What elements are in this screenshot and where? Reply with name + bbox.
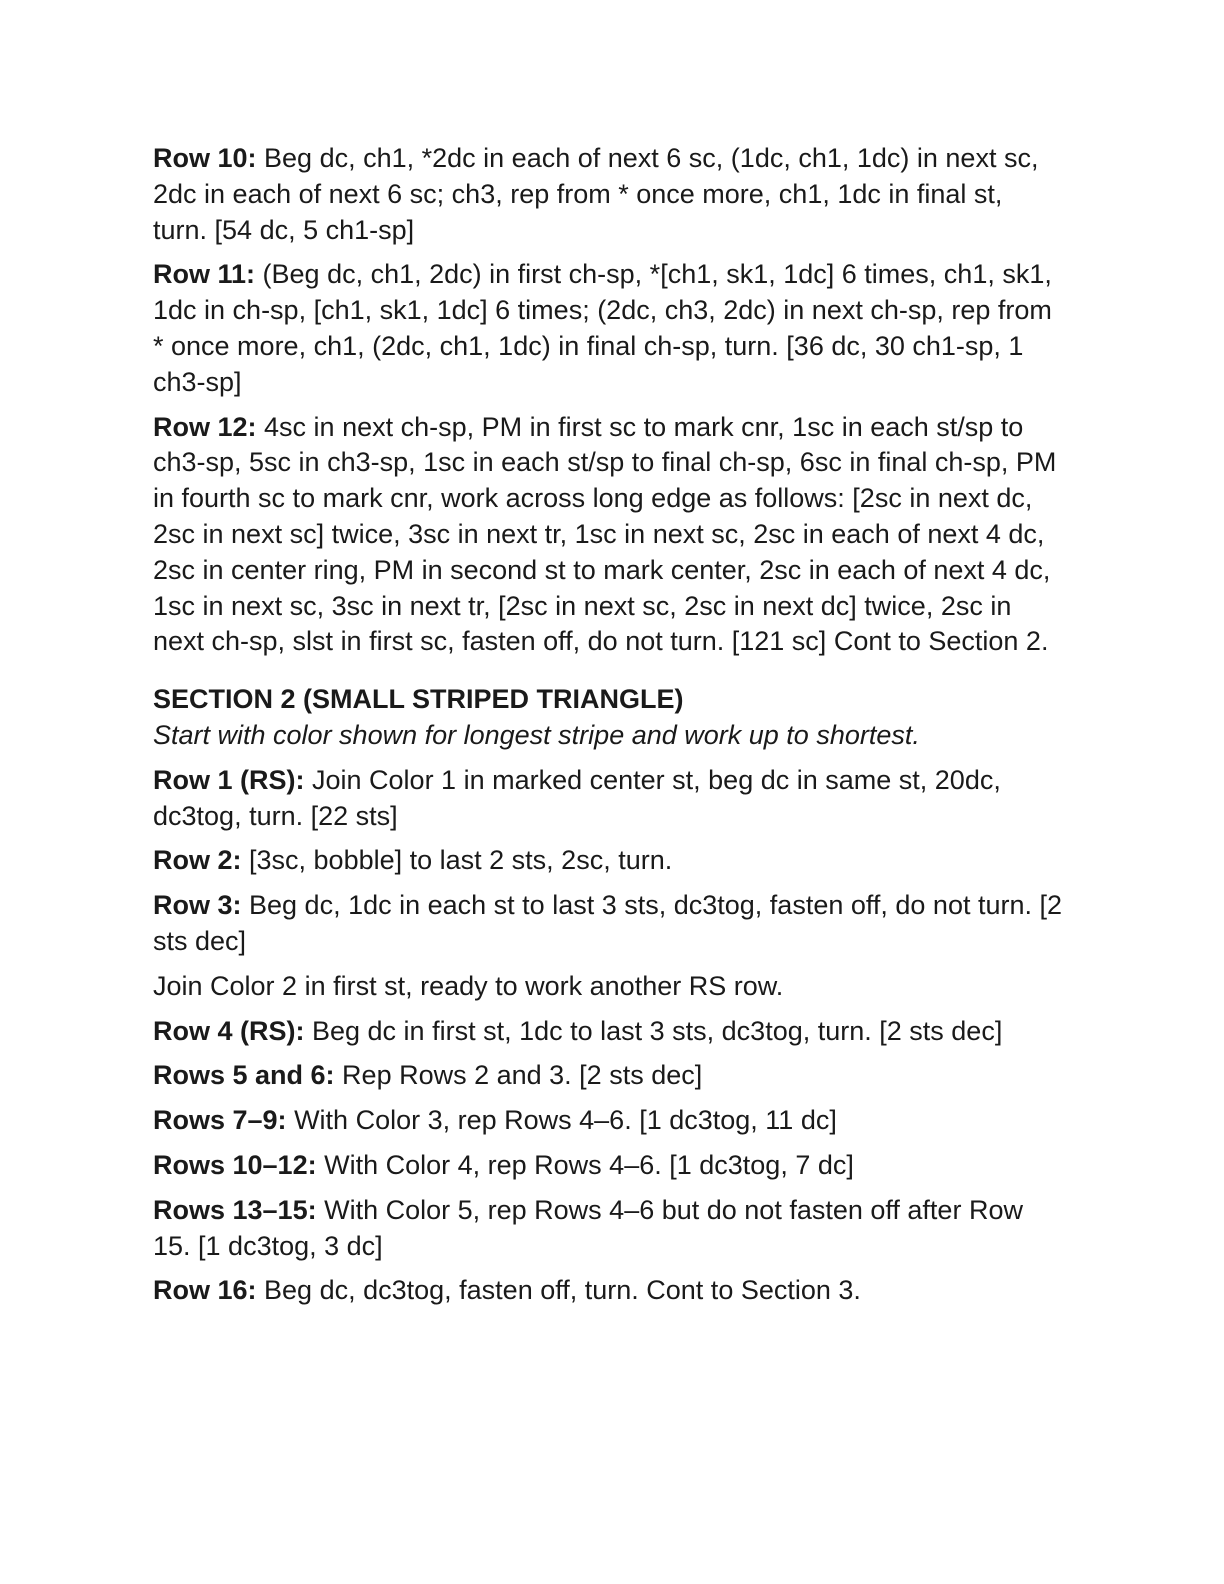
row-text: [3sc, bobble] to last 2 sts, 2sc, turn. <box>241 845 673 876</box>
row-label: Rows 13–15: <box>153 1194 317 1225</box>
section-2-heading: SECTION 2 (SMALL STRIPED TRIANGLE) <box>153 684 684 715</box>
row-text: Beg dc in first st, 1dc to last 3 sts, dc3tog, turn. [2 sts dec] <box>304 1015 1003 1046</box>
row-10-paragraph <box>153 141 1063 248</box>
row-label: Row 3: <box>153 890 242 921</box>
pattern-page <box>153 141 1063 1318</box>
row-text: Rep Rows 2 and 3. [2 sts dec] <box>334 1060 703 1091</box>
row-text: 4sc in next ch-sp, PM in first sc to mark cnr, 1sc in each st/sp to ch3-sp, 5sc in ch3-sp, 1sc in each st/sp to final ch-sp, 6sc in final ch-sp, PM in fourth sc to mark cnr, work across long edge as follows: [2sc in next dc, 2sc in next sc] twice, 3sc in next tr, 1sc in next sc, 2sc in each of next 4 dc, 2sc in center ring, PM in second st to mark center, 2sc in each of next 4 dc, 1sc in next sc, 3sc in next tr, [2sc in next sc, 2sc in next dc] twice, 2sc in next ch-sp, slst in first sc, fasten off, do not turn. [121 sc] Cont to Section 2. <box>153 411 1057 657</box>
section-2-row-1 <box>153 763 1063 835</box>
row-label: Rows 7–9: <box>153 1105 287 1136</box>
row-label: Row 10: <box>153 143 257 173</box>
section-2-row-16 <box>153 1273 1063 1309</box>
section-2-rows-5-6 <box>153 1058 1063 1094</box>
row-label: Row 2: <box>153 845 242 876</box>
section-2-row-2 <box>153 843 1063 879</box>
row-label: Row 11: <box>153 259 256 290</box>
row-text: Join Color 1 in marked center st, beg dc in same st, 20dc, dc3tog, turn. [22 sts] <box>153 764 1001 831</box>
section-2-rows-7-9 <box>153 1103 1063 1139</box>
row-11-paragraph <box>153 257 1063 400</box>
row-text: Join Color 2 in first st, ready to work another RS row. <box>153 970 784 1001</box>
row-text: With Color 4, rep Rows 4–6. [1 dc3tog, 7 dc] <box>316 1149 854 1180</box>
row-label: Row 4 (RS): <box>153 1015 305 1046</box>
row-text: Beg dc, 1dc in each st to last 3 sts, dc3tog, fasten off, do not turn. [2 sts dec] <box>153 890 1063 956</box>
row-label: Row 1 (RS): <box>153 764 305 795</box>
section-2-rows-10-12 <box>153 1148 1063 1184</box>
section-2-join-color-2 <box>153 969 1063 1005</box>
row-label: Row 16: <box>153 1275 257 1306</box>
row-text: (Beg dc, ch1, 2dc) in first ch-sp, *[ch1, sk1, 1dc] 6 times, ch1, sk1, 1dc in ch-sp, [ch1, sk1, 1dc] 6 times; (2dc, ch3, 2dc) in next ch-sp, rep from * once more, ch1, (2dc, ch1, 1dc) in final ch-sp, turn. [36 dc, 30 ch1-sp, 1 ch3-sp] <box>153 259 1052 397</box>
section-2-row-4 <box>153 1014 1063 1050</box>
row-text: With Color 3, rep Rows 4–6. [1 dc3tog, 11 dc] <box>286 1105 837 1136</box>
row-12-paragraph <box>153 410 1063 661</box>
section-2-intro: Start with color shown for longest stripe and work up to shortest. <box>153 719 920 750</box>
row-label: Rows 5 and 6: <box>153 1060 335 1091</box>
row-text: Beg dc, ch1, *2dc in each of next 6 sc, (1dc, ch1, 1dc) in next sc, 2dc in each of next 6 sc; ch3, rep from * once more, ch1, 1dc in final st, turn. [54 dc, 5 ch1-sp] <box>153 143 1039 245</box>
row-label: Row 12: <box>153 411 257 442</box>
section-2-row-3 <box>153 888 1063 960</box>
row-label: Rows 10–12: <box>153 1149 317 1180</box>
row-text: With Color 5, rep Rows 4–6 but do not fasten off after Row 15. [1 dc3tog, 3 dc] <box>153 1194 1023 1261</box>
row-text: Beg dc, dc3tog, fasten off, turn. Cont to Section 3. <box>256 1275 861 1306</box>
section-2-rows-13-15 <box>153 1193 1063 1265</box>
